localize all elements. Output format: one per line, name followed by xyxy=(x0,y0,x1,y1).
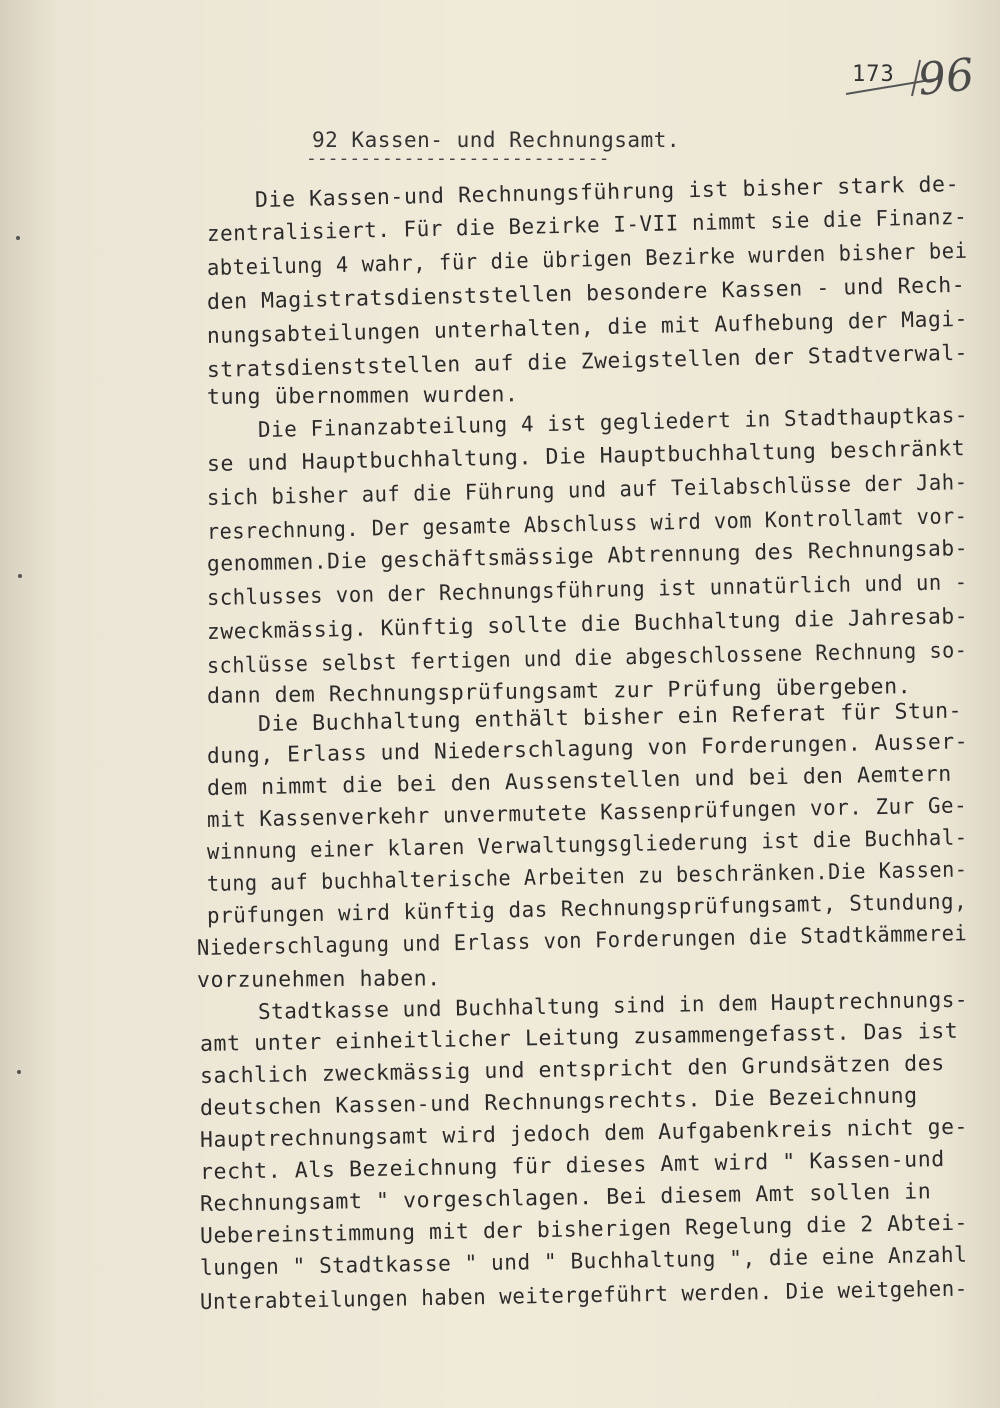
section-heading: 92 Kassen- und Rechnungsamt. xyxy=(312,128,681,152)
text-line: se und Hauptbuchhaltung. Die Hauptbuchhaltung beschränkt xyxy=(206,436,966,477)
page-number: 173 xyxy=(852,62,895,87)
text-line: Die Buchhaltung enthält bisher ein Referat für Stun- xyxy=(257,698,963,737)
text-line: genommen.Die geschäftsmässige Abtrennung des Rechnungsab- xyxy=(206,536,969,577)
text-line: nungsabteilungen unterhalten, die mit Aufhebung der Magi- xyxy=(206,306,969,349)
text-line: sich bisher auf die Führung und auf Teilabschlüsse der Jah- xyxy=(206,470,968,511)
text-line: schlusses von der Rechnungsführung ist unnatürlich und un - xyxy=(206,570,968,611)
text-line: dem nimmt die bei den Aussenstellen und bei den Aemtern xyxy=(206,761,953,801)
text-line: mit Kassenverkehr unvermutete Kassenprüfungen vor. Zur Ge- xyxy=(206,793,968,833)
punch-mark xyxy=(16,236,20,240)
text-line: dann dem Rechnungsprüfungsamt zur Prüfung übergeben. xyxy=(206,674,912,709)
text-line: resrechnung. Der gesamte Abschluss wird vom Kontrollamt vor- xyxy=(206,504,968,545)
text-line: deutschen Kassen-und Rechnungsrechts. Die Bezeichnung xyxy=(199,1083,918,1121)
text-line: Stadtkasse und Buchhaltung sind in dem Hauptrechnungs- xyxy=(257,987,969,1025)
text-line: lungen " Stadtkasse " und " Buchhaltung ", die eine Anzahl xyxy=(199,1242,968,1281)
text-line: sachlich zweckmässig und entspricht den Grundsätzen des xyxy=(199,1051,946,1089)
punch-mark xyxy=(17,1070,21,1074)
text-line: stratsdienststellen auf die Zweigstellen der Stadtverwal- xyxy=(206,340,969,383)
text-line: tung übernommen wurden. xyxy=(206,382,519,410)
text-line: zentralisiert. Für die Bezirke I-VII nimmt sie die Finanz- xyxy=(206,204,968,247)
text-line: abteilung 4 wahr, für die übrigen Bezirke wurden bisher bei xyxy=(206,238,968,281)
text-line: Rechnungsamt " vorgeschlagen. Bei diesem Amt sollen in xyxy=(199,1179,932,1217)
text-line: Die Kassen-und Rechnungsführung ist bisher stark de- xyxy=(254,172,960,213)
text-line: Unterabteilungen haben weitergeführt werden. Die weitgehen- xyxy=(199,1276,969,1315)
text-line: Niederschlagung und Erlass von Forderungen die Stadtkämmerei xyxy=(196,921,968,961)
text-line: zweckmässig. Künftig sollte die Buchhaltung die Jahresab- xyxy=(206,604,969,645)
handwritten-folio-number: 96 xyxy=(915,49,977,106)
punch-mark xyxy=(18,574,22,578)
text-line: Die Finanzabteilung 4 ist gegliedert in Stadthauptkas- xyxy=(257,403,969,443)
heading-underline: ---------------------------- xyxy=(306,148,610,169)
text-line: recht. Als Bezeichnung für dieses Amt wird " Kassen-und xyxy=(199,1147,946,1185)
text-line: tung auf buchhalterische Arbeiten zu beschränken.Die Kassen- xyxy=(206,857,968,897)
text-line: dung, Erlass und Niederschlagung von Forderungen. Ausser- xyxy=(206,729,969,769)
text-line: den Magistratsdienststellen besondere Kassen - und Rech- xyxy=(206,272,966,315)
text-line: Hauptrechnungsamt wird jedoch dem Aufgabenkreis nicht ge- xyxy=(199,1114,969,1153)
text-line: vorzunehmen haben. xyxy=(196,966,441,993)
text-line: schlüsse selbst fertigen und die abgeschlossene Rechnung so- xyxy=(206,638,968,679)
text-line: Uebereinstimmung mit der bisherigen Regelung die 2 Abtei- xyxy=(199,1210,969,1249)
text-line: amt unter einheitlicher Leitung zusammengefasst. Das ist xyxy=(199,1018,959,1057)
text-line: winnung einer klaren Verwaltungsgliederung ist die Buchhal- xyxy=(206,825,968,865)
text-line: prüfungen wird künftig das Rechnungsprüfungsamt, Stundung, xyxy=(206,889,968,929)
